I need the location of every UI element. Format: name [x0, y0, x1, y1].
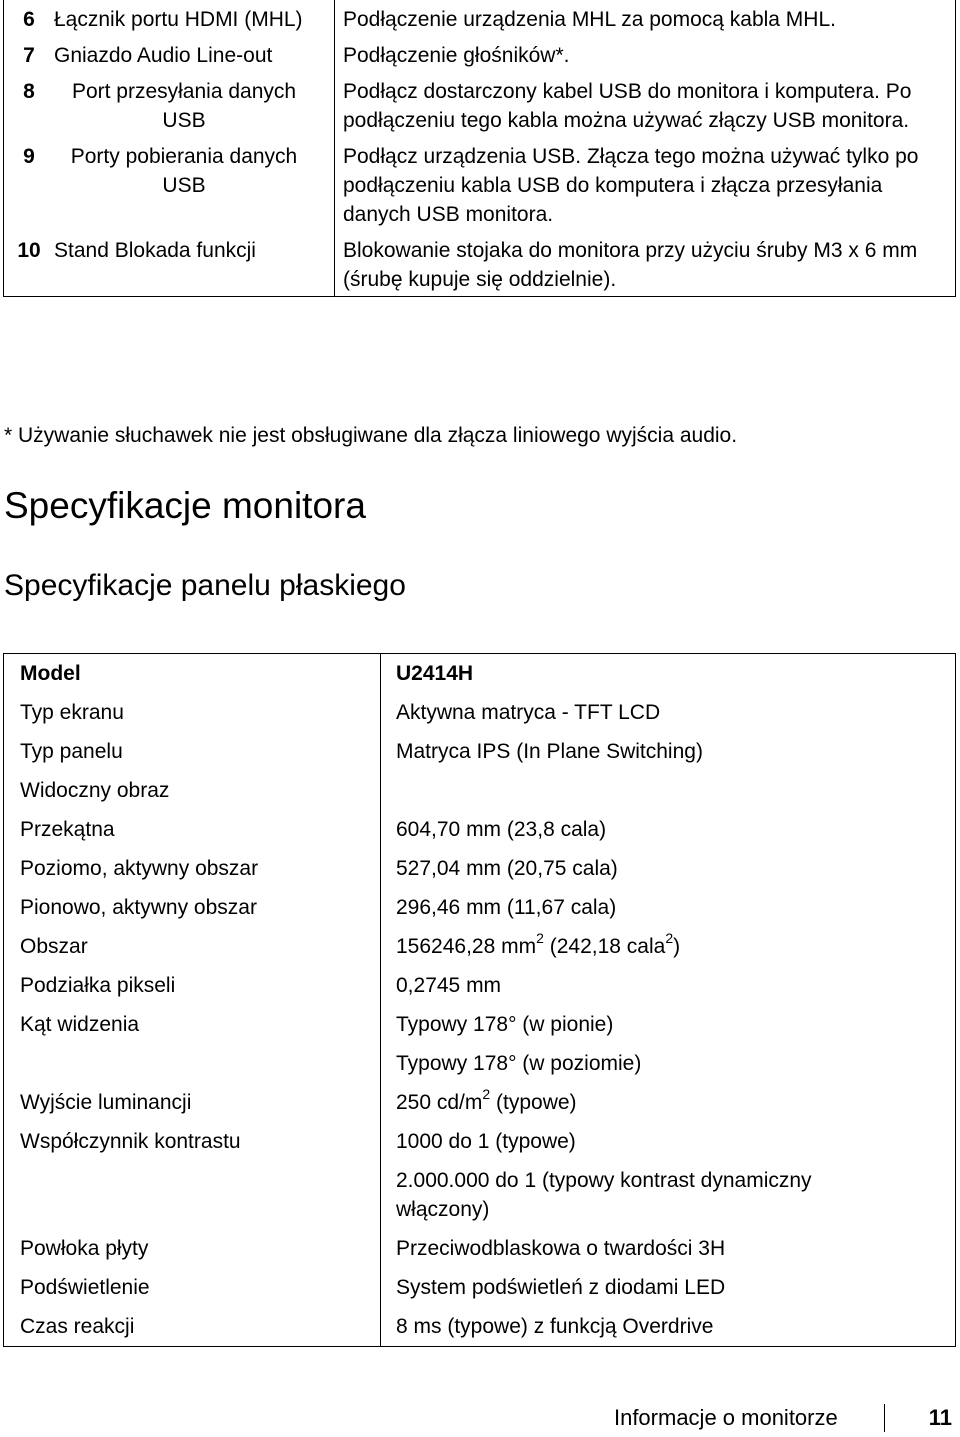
spec-row: [4, 1268, 956, 1307]
connector-description: Podłączenie głośników*.: [335, 36, 956, 72]
spec-label: Poziomo, aktywny obszar: [4, 849, 381, 888]
connector-description: Podłącz urządzenia USB. Złącza tego można używać tylko po podłączeniu kabla USB do komputera i złącza przesyłania danych USB monitora.: [335, 137, 956, 231]
spec-value: Przeciwodblaskowa o twardości 3H: [396, 1237, 726, 1260]
spec-row: [4, 1122, 956, 1229]
luminance-value-b: (typowe): [490, 1091, 577, 1114]
spec-value: 527,04 mm (20,75 cala): [396, 857, 618, 880]
footer-divider: [884, 1404, 885, 1432]
spec-value: 296,46 mm (11,67 cala): [396, 896, 617, 919]
connector-description: Podłączenie urządzenia MHL za pomocą kabla MHL.: [335, 0, 956, 36]
spec-label: Podświetlenie: [4, 1268, 381, 1307]
spec-value: System podświetleń z diodami LED: [396, 1276, 726, 1299]
spec-label: Pionowo, aktywny obszar: [4, 888, 381, 927]
spec-value: [381, 1122, 956, 1229]
contrast-value-typical: 1000 do 1 (typowe): [396, 1130, 576, 1153]
spec-row: [4, 732, 956, 771]
spec-value: Matryca IPS (In Plane Switching): [396, 740, 703, 763]
spec-row: [4, 966, 956, 1005]
connector-number: 10: [17, 239, 41, 262]
page-footer: [614, 1404, 952, 1432]
area-sup-a: 2: [536, 930, 544, 946]
connector-name-line-1: Porty pobierania danych: [70, 145, 298, 168]
spec-label: Współczynnik kontrastu: [4, 1122, 381, 1229]
connectors-table: [3, 0, 956, 297]
page-number: 11: [928, 1405, 952, 1430]
connector-row: [4, 231, 956, 297]
spec-label: Przekątna: [4, 810, 381, 849]
spec-value: [381, 927, 956, 966]
connector-name: [54, 137, 335, 231]
luminance-value-a: 250 cd/m: [396, 1091, 483, 1114]
spec-value: 8 ms (typowe) z funkcją Overdrive: [396, 1315, 714, 1338]
spec-row: [4, 1005, 956, 1083]
spec-row: [4, 810, 956, 849]
spec-row: [4, 927, 956, 966]
spec-row: [4, 693, 956, 732]
angle-value-horizontal: Typowy 178° (w poziomie): [396, 1052, 642, 1075]
spec-row: [4, 849, 956, 888]
spec-value: [381, 771, 956, 810]
connector-row: [4, 36, 956, 72]
spec-label: Kąt widzenia: [4, 1005, 381, 1083]
connector-name: Gniazdo Audio Line-out: [54, 44, 273, 67]
spec-label: Podziałka pikseli: [4, 966, 381, 1005]
angle-value-vertical: Typowy 178° (w pionie): [396, 1013, 614, 1036]
spec-value: Aktywna matryca - TFT LCD: [396, 701, 661, 724]
connector-name-line-2: USB: [162, 174, 206, 197]
spec-row: [4, 1229, 956, 1268]
spec-row: [4, 1307, 956, 1347]
spec-label: Wyjście luminancji: [4, 1083, 381, 1122]
spec-value: 0,2745 mm: [396, 974, 502, 997]
area-value-c: ): [673, 935, 681, 958]
area-sup-b: 2: [665, 930, 674, 946]
connector-number: 8: [23, 80, 35, 103]
spec-label: Obszar: [4, 927, 381, 966]
spec-row: [4, 888, 956, 927]
luminance-sup: 2: [482, 1086, 491, 1102]
spec-row: [4, 771, 956, 810]
connector-name-line-2: USB: [162, 109, 206, 132]
connector-name: [54, 72, 335, 137]
spec-row: [4, 654, 956, 694]
spec-value: [381, 1083, 956, 1122]
spec-label: Typ panelu: [4, 732, 381, 771]
connector-description: Blokowanie stojaka do monitora przy użyciu śruby M3 x 6 mm (śrubę kupuje się oddzielnie).: [335, 231, 956, 297]
connector-row: [4, 0, 956, 36]
contrast-value-dynamic: 2.000.000 do 1 (typowy kontrast dynamiczny włączony): [396, 1169, 812, 1221]
section-subheading: Specyfikacje panelu płaskiego: [4, 569, 406, 602]
connector-name-line-1: Port przesyłania danych: [71, 80, 297, 103]
area-value-b: (242,18 cala: [543, 935, 666, 958]
area-value-a: 156246,28 mm: [396, 935, 537, 958]
connector-number: 9: [23, 145, 35, 168]
connector-number: 7: [23, 44, 35, 67]
spec-value: 604,70 mm (23,8 cala): [396, 818, 607, 841]
connector-description: Podłącz dostarczony kabel USB do monitora i komputera. Po podłączeniu tego kabla można używać złączy USB monitora.: [335, 72, 956, 137]
footer-section-title: Informacje o monitorze: [613, 1405, 838, 1430]
spec-label: Model: [4, 654, 381, 694]
connector-name: Stand Blokada funkcji: [54, 239, 256, 262]
spec-value: U2414H: [396, 662, 474, 685]
connector-row: [4, 137, 956, 231]
spec-table: [3, 653, 956, 1347]
spec-label: Widoczny obraz: [4, 771, 381, 810]
connector-row: [4, 72, 956, 137]
spec-row: [4, 1083, 956, 1122]
spec-label: Powłoka płyty: [4, 1229, 381, 1268]
connector-name: Łącznik portu HDMI (MHL): [54, 8, 303, 31]
connector-number: 6: [23, 8, 35, 31]
audio-footnote: * Używanie słuchawek nie jest obsługiwane dla złącza liniowego wyjścia audio.: [4, 424, 738, 447]
spec-label: Czas reakcji: [4, 1307, 381, 1347]
spec-value: [381, 1005, 956, 1083]
spec-label: Typ ekranu: [4, 693, 381, 732]
page-heading: Specyfikacje monitora: [4, 485, 366, 526]
